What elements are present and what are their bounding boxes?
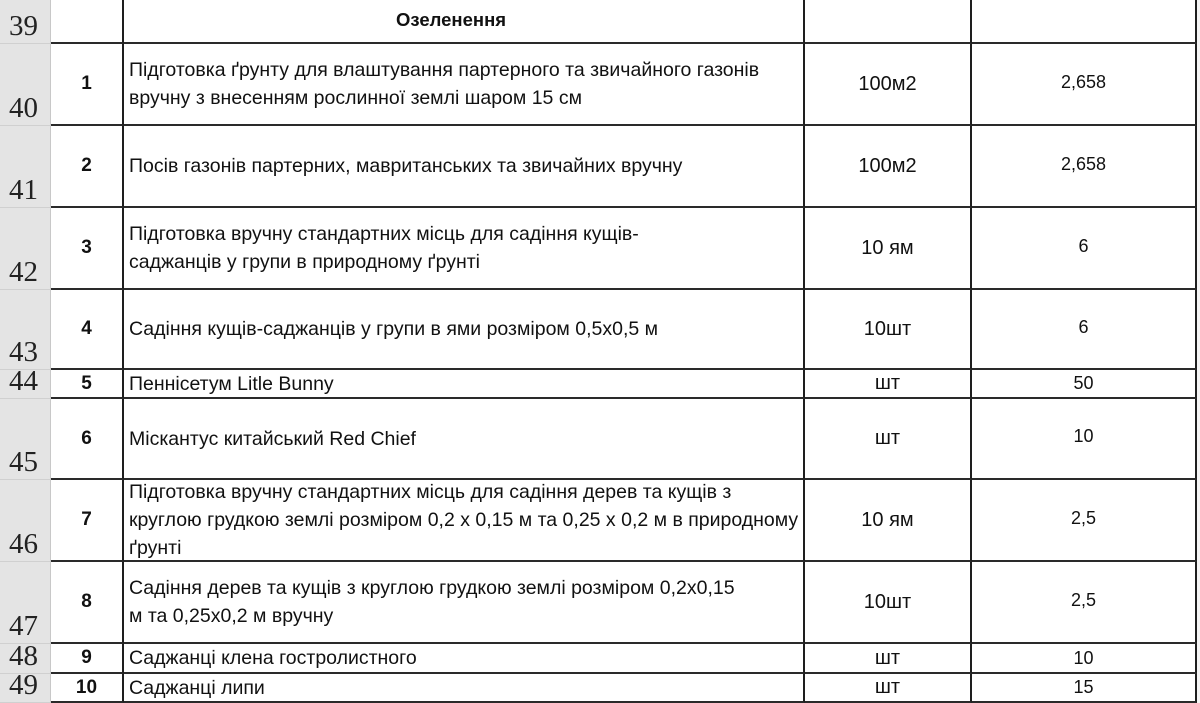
- number-cell[interactable]: 2: [51, 126, 124, 208]
- table-row: [0, 0, 1197, 44]
- quantity-cell[interactable]: 15: [972, 674, 1197, 703]
- row-header[interactable]: 48: [0, 644, 51, 674]
- quantity-cell[interactable]: 10: [972, 399, 1197, 480]
- unit-cell[interactable]: 10шт: [805, 290, 972, 370]
- description-cell[interactable]: Садіння дерев та кущів з круглою грудкою землі розміром 0,2х0,15 м та 0,25х0,2 м вручну: [124, 562, 805, 644]
- number-cell[interactable]: 10: [51, 674, 124, 703]
- table-row: [0, 365, 1197, 399]
- unit-cell[interactable]: 10шт: [805, 562, 972, 644]
- number-cell[interactable]: [51, 0, 124, 44]
- number-cell[interactable]: 7: [51, 480, 124, 562]
- description-cell[interactable]: Посів газонів партерних, мавританських та звичайних вручну: [124, 126, 805, 208]
- row-header[interactable]: 46: [0, 480, 51, 562]
- number-cell[interactable]: 3: [51, 208, 124, 290]
- row-header[interactable]: 49: [0, 674, 51, 703]
- quantity-cell[interactable]: 50: [972, 370, 1197, 399]
- row-header[interactable]: 42: [0, 208, 51, 290]
- row-header[interactable]: 47: [0, 562, 51, 644]
- quantity-cell[interactable]: 2,5: [972, 480, 1197, 562]
- row-header[interactable]: 40: [0, 44, 51, 126]
- number-cell[interactable]: 6: [51, 399, 124, 480]
- number-cell[interactable]: 9: [51, 644, 124, 674]
- description-cell[interactable]: Пеннісетум Litle Bunny: [124, 370, 805, 399]
- section-title: Озеленення: [396, 9, 507, 30]
- table-row: [0, 480, 1197, 562]
- description-cell[interactable]: Саджанці липи: [124, 674, 805, 703]
- unit-cell[interactable]: шт: [805, 370, 972, 399]
- quantity-cell[interactable]: 6: [972, 290, 1197, 370]
- quantity-cell[interactable]: 10: [972, 644, 1197, 674]
- row-header[interactable]: 39: [0, 0, 51, 44]
- description-cell[interactable]: Підготовка ґрунту для влаштування партерного та звичайного газонів вручну з внесенням рослинної землі шаром 15 см: [124, 44, 805, 126]
- unit-cell[interactable]: шт: [805, 644, 972, 674]
- description-cell[interactable]: Підготовка вручну стандартних місць для садіння кущів-саджанців у групи в природному ґрунті: [124, 208, 805, 290]
- description-cell[interactable]: Міскантус китайський Red Chief: [124, 399, 805, 480]
- table-row: [0, 562, 1197, 644]
- number-cell[interactable]: 5: [51, 370, 124, 399]
- unit-cell[interactable]: 100м2: [805, 126, 972, 208]
- table-row: [0, 640, 1197, 674]
- description-cell[interactable]: Підготовка вручну стандартних місць для садіння дерев та кущів з круглою грудкою землі розміром 0,2 х 0,15 м та 0,25 х 0,2 м в природному ґрунті: [124, 480, 805, 562]
- number-cell[interactable]: 4: [51, 290, 124, 370]
- quantity-cell[interactable]: 2,5: [972, 562, 1197, 644]
- quantity-cell[interactable]: 6: [972, 208, 1197, 290]
- row-header[interactable]: 43: [0, 290, 51, 370]
- description-cell[interactable]: Саджанці клена гостролистного: [124, 644, 805, 674]
- unit-cell[interactable]: 10 ям: [805, 208, 972, 290]
- table-row: [0, 290, 1197, 370]
- table-row: [0, 669, 1197, 703]
- unit-cell[interactable]: 10 ям: [805, 480, 972, 562]
- quantity-cell[interactable]: 2,658: [972, 126, 1197, 208]
- table-row: [0, 208, 1197, 290]
- table-row: [0, 126, 1197, 208]
- unit-cell[interactable]: шт: [805, 399, 972, 480]
- row-header[interactable]: 45: [0, 399, 51, 480]
- quantity-cell[interactable]: [972, 0, 1197, 44]
- unit-cell[interactable]: шт: [805, 674, 972, 703]
- quantity-cell[interactable]: 2,658: [972, 44, 1197, 126]
- number-cell[interactable]: 1: [51, 44, 124, 126]
- unit-cell[interactable]: 100м2: [805, 44, 972, 126]
- section-title-cell[interactable]: [124, 0, 805, 44]
- row-header[interactable]: 44: [0, 370, 51, 399]
- row-header[interactable]: 41: [0, 126, 51, 208]
- table-row: [0, 399, 1197, 480]
- number-cell[interactable]: 8: [51, 562, 124, 644]
- unit-cell[interactable]: [805, 0, 972, 44]
- description-cell[interactable]: Садіння кущів-саджанців у групи в ями розміром 0,5х0,5 м: [124, 290, 805, 370]
- table-row: [0, 44, 1197, 126]
